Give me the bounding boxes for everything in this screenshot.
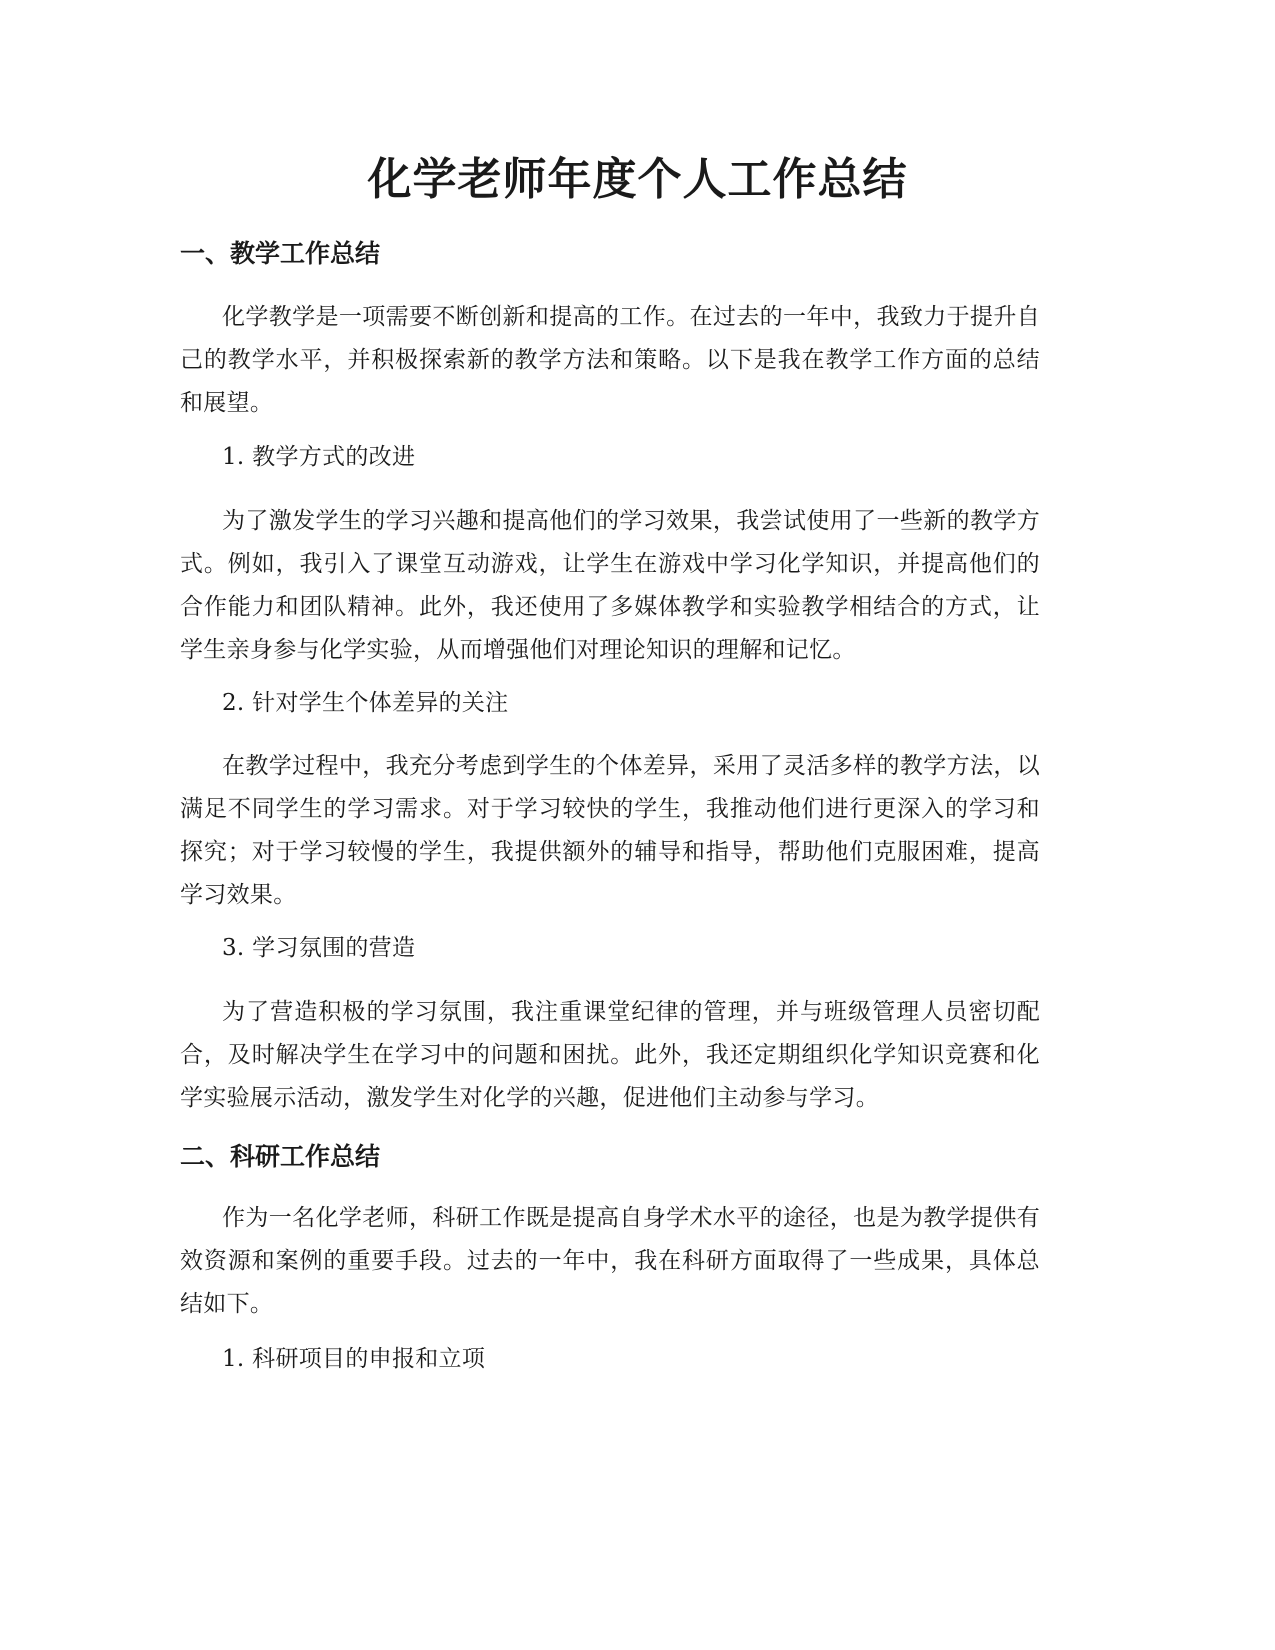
item-text-teaching-methods: 为了激发学生的学习兴趣和提高他们的学习效果，我尝试使用了一些新的教学方式。例如，我引入了课堂互动游戏，让学生在游戏中学习化学知识，并提高他们的合作能力和团队精神。此外，我还使用了多媒体教学和实验教学相结合的方式，让学生亲身参与化学实验，从而增强他们对理论知识的理解和记忆。: [180, 508, 1040, 663]
section-heading-research: 二、科研工作总结: [180, 1142, 381, 1171]
item-text-learning-atmosphere: 为了营造积极的学习氛围，我注重课堂纪律的管理，并与班级管理人员密切配合，及时解决学生在学习中的问题和困扰。此外，我还定期组织化学知识竞赛和化学实验展示活动，激发学生对化学的兴趣，促进他们主动参与学习。: [180, 999, 1040, 1111]
item-label-individual-differences: 2. 针对学生个体差异的关注: [222, 690, 509, 716]
item-text-individual-differences: 在教学过程中，我充分考虑到学生的个体差异，采用了灵活多样的教学方法，以满足不同学生的学习需求。对于学习较快的学生，我推动他们进行更深入的学习和探究；对于学习较慢的学生，我提供额外的辅导和指导，帮助他们克服困难，提高学习效果。: [180, 753, 1040, 908]
section-intro-teaching: 化学教学是一项需要不断创新和提高的工作。在过去的一年中，我致力于提升自己的教学水平，并积极探索新的教学方法和策略。以下是我在教学工作方面的总结和展望。: [180, 304, 1040, 416]
item-label-research-projects: 1. 科研项目的申报和立项: [222, 1346, 486, 1372]
item-label-learning-atmosphere: 3. 学习氛围的营造: [222, 935, 416, 961]
item-label-teaching-methods: 1. 教学方式的改进: [222, 444, 416, 470]
document-title: 化学老师年度个人工作总结: [367, 154, 908, 205]
section-heading-teaching: 一、教学工作总结: [180, 239, 381, 268]
section-intro-research: 作为一名化学老师，科研工作既是提高自身学术水平的途径，也是为教学提供有效资源和案例的重要手段。过去的一年中，我在科研方面取得了一些成果，具体总结如下。: [180, 1205, 1040, 1317]
